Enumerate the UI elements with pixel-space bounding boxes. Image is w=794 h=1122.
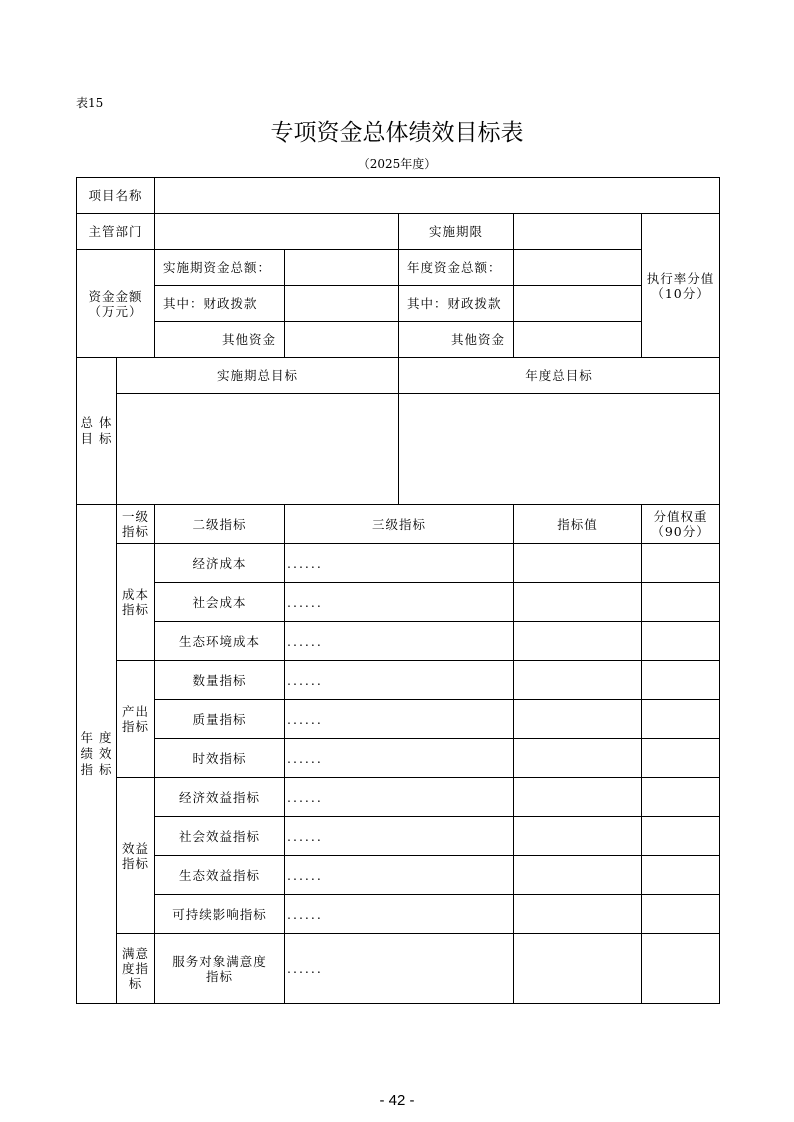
indicator-detail[interactable]: ...... — [285, 856, 514, 895]
indicator-name: 经济成本 — [155, 544, 285, 583]
overall-target-side-label: 总 体 目 标 — [77, 358, 117, 505]
indicator-weight-field[interactable] — [642, 544, 720, 583]
project-name-field[interactable] — [155, 178, 720, 214]
indicator-detail[interactable]: ...... — [285, 622, 514, 661]
indicator-name: 可持续影响指标 — [155, 895, 285, 934]
indicator-value-field[interactable] — [514, 817, 642, 856]
indicator-detail[interactable]: ...... — [285, 778, 514, 817]
period-other-funds-label: 其他资金 — [155, 322, 285, 358]
satisfaction-indicator-group: 满意 度指 标 — [117, 934, 155, 1004]
table-row — [77, 661, 720, 700]
period-fiscal-label: 其中：财政拨款 — [155, 286, 285, 322]
funds-label: 资金金额 （万元） — [77, 250, 155, 358]
indicator-detail[interactable]: ...... — [285, 544, 514, 583]
indicator-detail[interactable]: ...... — [285, 661, 514, 700]
table-row — [77, 544, 720, 583]
indicator-value-field[interactable] — [514, 934, 642, 1004]
indicator-value-field[interactable] — [514, 895, 642, 934]
indicator-name: 生态效益指标 — [155, 856, 285, 895]
department-field[interactable] — [155, 214, 399, 250]
indicator-weight-field[interactable] — [642, 700, 720, 739]
indicator-name: 社会效益指标 — [155, 817, 285, 856]
indicator-weight-field[interactable] — [642, 583, 720, 622]
indicator-name: 生态环境成本 — [155, 622, 285, 661]
annual-fiscal-label: 其中：财政拨款 — [399, 286, 514, 322]
indicator-weight-field[interactable] — [642, 856, 720, 895]
indicator-value-field[interactable] — [514, 661, 642, 700]
project-name-label: 项目名称 — [77, 178, 155, 214]
annual-target-header: 年度总目标 — [399, 358, 720, 394]
output-indicator-group: 产出 指标 — [117, 661, 155, 778]
table-row — [77, 622, 720, 661]
benefit-indicator-group: 效益 指标 — [117, 778, 155, 934]
cost-indicator-group: 成本 指标 — [117, 544, 155, 661]
indicator-detail[interactable]: ...... — [285, 895, 514, 934]
annual-indicator-side-label: 年 度 绩 效 指 标 — [77, 505, 117, 1004]
indicator-value-field[interactable] — [514, 622, 642, 661]
indicator-name: 时效指标 — [155, 739, 285, 778]
indicator-name: 质量指标 — [155, 700, 285, 739]
table-row — [77, 934, 720, 1004]
indicator-value-field[interactable] — [514, 856, 642, 895]
indicator-weight-field[interactable] — [642, 817, 720, 856]
annual-total-funds-label: 年度资金总额： — [399, 250, 514, 286]
period-target-field[interactable] — [117, 394, 399, 505]
level2-header: 二级指标 — [155, 505, 285, 544]
table-row — [77, 895, 720, 934]
indicator-value-field[interactable] — [514, 544, 642, 583]
period-field[interactable] — [514, 214, 642, 250]
table-row — [77, 778, 720, 817]
indicator-value-field[interactable] — [514, 700, 642, 739]
performance-target-table — [76, 177, 720, 1004]
indicator-weight-field[interactable] — [642, 739, 720, 778]
indicator-value-field[interactable] — [514, 778, 642, 817]
indicator-weight-field[interactable] — [642, 934, 720, 1004]
period-label: 实施期限 — [399, 214, 514, 250]
document-title: 专项资金总体绩效目标表 — [270, 120, 524, 146]
indicator-weight-field[interactable] — [642, 661, 720, 700]
period-target-header: 实施期总目标 — [117, 358, 399, 394]
indicator-value-field[interactable] — [514, 583, 642, 622]
table-row — [77, 583, 720, 622]
indicator-name: 经济效益指标 — [155, 778, 285, 817]
annual-other-funds-label: 其他资金 — [399, 322, 514, 358]
document-subtitle-year: （2025年度） — [357, 157, 437, 171]
period-fiscal-field[interactable] — [285, 286, 399, 322]
page-number: - 42 - — [379, 1092, 415, 1109]
table-number-label: 表15 — [76, 96, 104, 110]
indicator-detail[interactable]: ...... — [285, 739, 514, 778]
indicator-detail[interactable]: ...... — [285, 934, 514, 1004]
annual-fiscal-field[interactable] — [514, 286, 642, 322]
level1-header: 一级 指标 — [117, 505, 155, 544]
indicator-weight-field[interactable] — [642, 622, 720, 661]
annual-target-field[interactable] — [399, 394, 720, 505]
execution-rate-label: 执行率分值 （10分） — [642, 214, 720, 358]
table-row — [77, 739, 720, 778]
level3-header: 三级指标 — [285, 505, 514, 544]
indicator-weight-field[interactable] — [642, 895, 720, 934]
indicator-detail[interactable]: ...... — [285, 817, 514, 856]
indicator-detail[interactable]: ...... — [285, 583, 514, 622]
period-total-funds-field[interactable] — [285, 250, 399, 286]
department-label: 主管部门 — [77, 214, 155, 250]
table-row — [77, 856, 720, 895]
annual-other-funds-field[interactable] — [514, 322, 642, 358]
indicator-name: 社会成本 — [155, 583, 285, 622]
weight-header: 分值权重 （90分） — [642, 505, 720, 544]
period-total-funds-label: 实施期资金总额： — [155, 250, 285, 286]
period-other-funds-field[interactable] — [285, 322, 399, 358]
indicator-detail[interactable]: ...... — [285, 700, 514, 739]
indicator-name: 数量指标 — [155, 661, 285, 700]
table-row — [77, 700, 720, 739]
annual-total-funds-field[interactable] — [514, 250, 642, 286]
value-header: 指标值 — [514, 505, 642, 544]
indicator-value-field[interactable] — [514, 739, 642, 778]
table-row — [77, 817, 720, 856]
indicator-weight-field[interactable] — [642, 778, 720, 817]
indicator-name: 服务对象满意度 指标 — [155, 934, 285, 1004]
